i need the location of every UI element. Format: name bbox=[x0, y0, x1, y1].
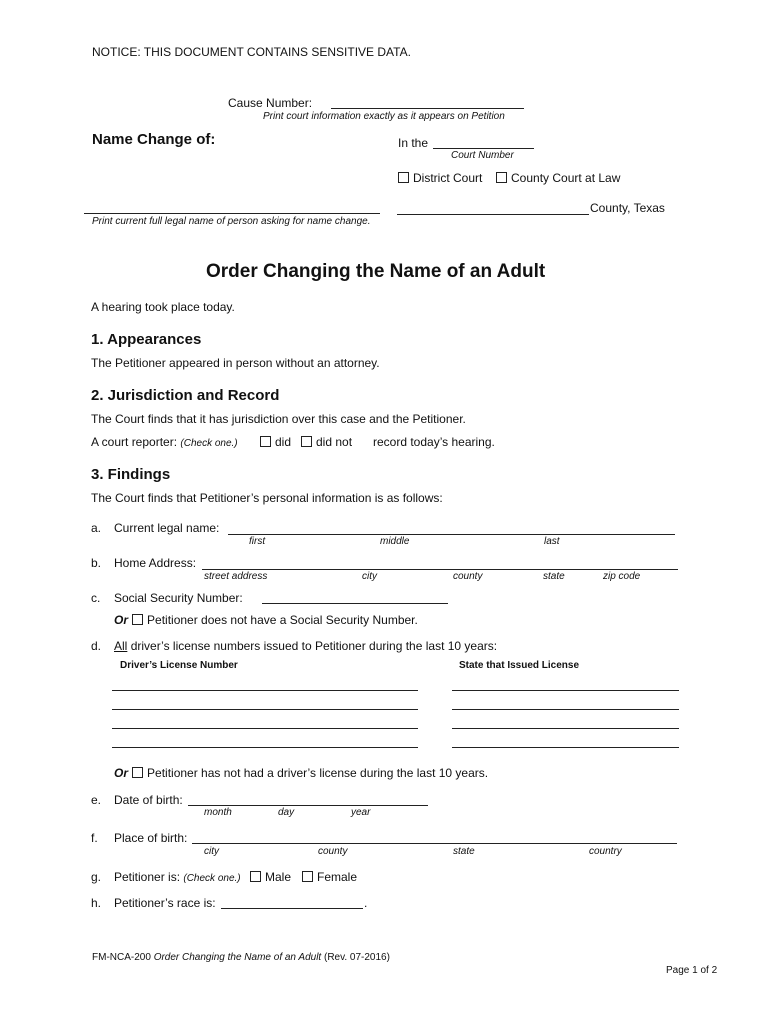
pob-country-hint: country bbox=[589, 846, 622, 857]
male-checkbox[interactable] bbox=[250, 871, 261, 882]
dl-state-field-1[interactable] bbox=[452, 690, 679, 691]
race-field[interactable] bbox=[221, 908, 363, 909]
no-dl-row[interactable] bbox=[114, 766, 488, 780]
drivers-license-label: driver’s license numbers issued to Petitioner during the last 10 years: bbox=[130, 639, 498, 653]
item-d-letter: d. bbox=[91, 639, 102, 653]
cause-number-label: Cause Number: bbox=[228, 96, 313, 110]
dl-number-field-1[interactable] bbox=[112, 690, 418, 691]
no-dl-checkbox[interactable] bbox=[132, 767, 143, 778]
cause-number-hint: Print court information exactly as it appears on Petition bbox=[263, 111, 505, 122]
ssn-field[interactable] bbox=[262, 603, 448, 604]
legal-name-field[interactable] bbox=[228, 534, 675, 535]
no-ssn-row[interactable] bbox=[114, 613, 418, 627]
sensitive-notice: NOTICE: THIS DOCUMENT CONTAINS SENSITIVE DATA. bbox=[92, 45, 411, 59]
dl-number-field-4[interactable] bbox=[112, 747, 418, 748]
footer-form-line bbox=[92, 952, 390, 963]
section-1-heading: 1. Appearances bbox=[91, 331, 202, 348]
male-label: Male bbox=[265, 870, 292, 884]
section-1-text: The Petitioner appeared in person without an attorney. bbox=[91, 356, 380, 370]
no-dl-label: Petitioner has not had a driver’s license during the last 10 years. bbox=[147, 766, 489, 780]
item-g-letter: g. bbox=[91, 870, 102, 884]
legal-name-first-hint: first bbox=[249, 536, 266, 547]
male-option[interactable] bbox=[250, 870, 291, 884]
legal-name-label: Current legal name: bbox=[114, 521, 220, 535]
district-court-option[interactable] bbox=[398, 171, 482, 185]
name-change-field[interactable] bbox=[84, 213, 380, 214]
court-reporter-label: A court reporter: bbox=[91, 435, 178, 449]
drivers-license-label-row bbox=[114, 639, 497, 653]
court-number-hint: Court Number bbox=[451, 150, 514, 161]
sex-label: Petitioner is: bbox=[114, 870, 181, 884]
pob-label: Place of birth: bbox=[114, 831, 188, 845]
ssn-label: Social Security Number: bbox=[114, 591, 243, 605]
home-address-label: Home Address: bbox=[114, 556, 197, 570]
dl-number-field-2[interactable] bbox=[112, 709, 418, 710]
female-option[interactable] bbox=[302, 870, 357, 884]
sex-check-one: (Check one.) bbox=[183, 873, 241, 884]
race-period: . bbox=[364, 896, 368, 910]
dl-number-column-header: Driver’s License Number bbox=[120, 660, 238, 671]
address-county-hint: county bbox=[453, 571, 483, 582]
item-c-letter: c. bbox=[91, 591, 101, 605]
dob-year-hint: year bbox=[351, 807, 371, 818]
court-reporter-row bbox=[91, 435, 238, 449]
address-zip-hint: zip code bbox=[603, 571, 641, 582]
section-2-heading: 2. Jurisdiction and Record bbox=[91, 387, 280, 404]
or-label: Or bbox=[114, 613, 129, 627]
item-a-letter: a. bbox=[91, 521, 102, 535]
did-not-option[interactable] bbox=[301, 435, 352, 449]
dl-state-field-2[interactable] bbox=[452, 709, 679, 710]
court-number-field[interactable] bbox=[433, 148, 534, 149]
county-texas-label: County, Texas bbox=[590, 201, 665, 215]
did-checkbox[interactable] bbox=[260, 436, 271, 447]
no-ssn-label: Petitioner does not have a Social Security Number. bbox=[147, 613, 418, 627]
county-court-option[interactable] bbox=[496, 171, 620, 185]
dl-state-field-3[interactable] bbox=[452, 728, 679, 729]
footer-form-title: Order Changing the Name of an Adult bbox=[153, 952, 322, 963]
home-address-field[interactable] bbox=[202, 569, 678, 570]
item-f-letter: f. bbox=[91, 831, 98, 845]
section-3-text: The Court finds that Petitioner’s personal information is as follows: bbox=[91, 491, 443, 505]
dob-field[interactable] bbox=[188, 805, 428, 806]
section-2-text: The Court finds that it has jurisdiction over this case and the Petitioner. bbox=[91, 412, 466, 426]
legal-name-middle-hint: middle bbox=[380, 536, 410, 547]
record-hearing-text: record today’s hearing. bbox=[373, 435, 495, 449]
did-label: did bbox=[275, 435, 292, 449]
address-street-hint: street address bbox=[204, 571, 268, 582]
female-label: Female bbox=[317, 870, 358, 884]
district-court-checkbox[interactable] bbox=[398, 172, 409, 183]
did-option[interactable] bbox=[260, 435, 291, 449]
county-field[interactable] bbox=[397, 214, 589, 215]
race-label: Petitioner’s race is: bbox=[114, 896, 216, 910]
court-reporter-check-one: (Check one.) bbox=[180, 438, 238, 449]
intro-text: A hearing took place today. bbox=[91, 300, 235, 314]
in-the-label: In the bbox=[398, 136, 429, 150]
dob-day-hint: day bbox=[278, 807, 295, 818]
all-emphasis: All bbox=[114, 639, 128, 653]
district-court-label: District Court bbox=[413, 171, 483, 185]
pob-city-hint: city bbox=[204, 846, 219, 857]
did-not-checkbox[interactable] bbox=[301, 436, 312, 447]
or-label-2: Or bbox=[114, 766, 129, 780]
item-b-letter: b. bbox=[91, 556, 102, 570]
footer-rev: (Rev. 07-2016) bbox=[323, 952, 390, 963]
pob-field[interactable] bbox=[192, 843, 677, 844]
county-court-checkbox[interactable] bbox=[496, 172, 507, 183]
page-number: Page 1 of 2 bbox=[666, 965, 718, 976]
female-checkbox[interactable] bbox=[302, 871, 313, 882]
cause-number-field[interactable] bbox=[331, 108, 524, 109]
address-state-hint: state bbox=[543, 571, 565, 582]
did-not-label: did not bbox=[316, 435, 353, 449]
legal-name-last-hint: last bbox=[544, 536, 560, 547]
footer-form-id: FM-NCA-200 bbox=[92, 952, 151, 963]
dob-label: Date of birth: bbox=[114, 793, 183, 807]
dl-state-column-header: State that Issued License bbox=[459, 660, 580, 671]
document-title: Order Changing the Name of an Adult bbox=[206, 261, 546, 282]
name-change-hint: Print current full legal name of person asking for name change. bbox=[92, 216, 371, 227]
dob-month-hint: month bbox=[204, 807, 232, 818]
pob-state-hint: state bbox=[453, 846, 475, 857]
dl-state-field-4[interactable] bbox=[452, 747, 679, 748]
no-ssn-checkbox[interactable] bbox=[132, 614, 143, 625]
section-3-heading: 3. Findings bbox=[91, 466, 171, 483]
item-e-letter: e. bbox=[91, 793, 102, 807]
name-change-label: Name Change of: bbox=[92, 131, 216, 148]
dl-number-field-3[interactable] bbox=[112, 728, 418, 729]
item-h-letter: h. bbox=[91, 896, 102, 910]
sex-label-row bbox=[114, 870, 241, 884]
pob-county-hint: county bbox=[318, 846, 348, 857]
county-court-label: County Court at Law bbox=[511, 171, 621, 185]
address-city-hint: city bbox=[362, 571, 377, 582]
